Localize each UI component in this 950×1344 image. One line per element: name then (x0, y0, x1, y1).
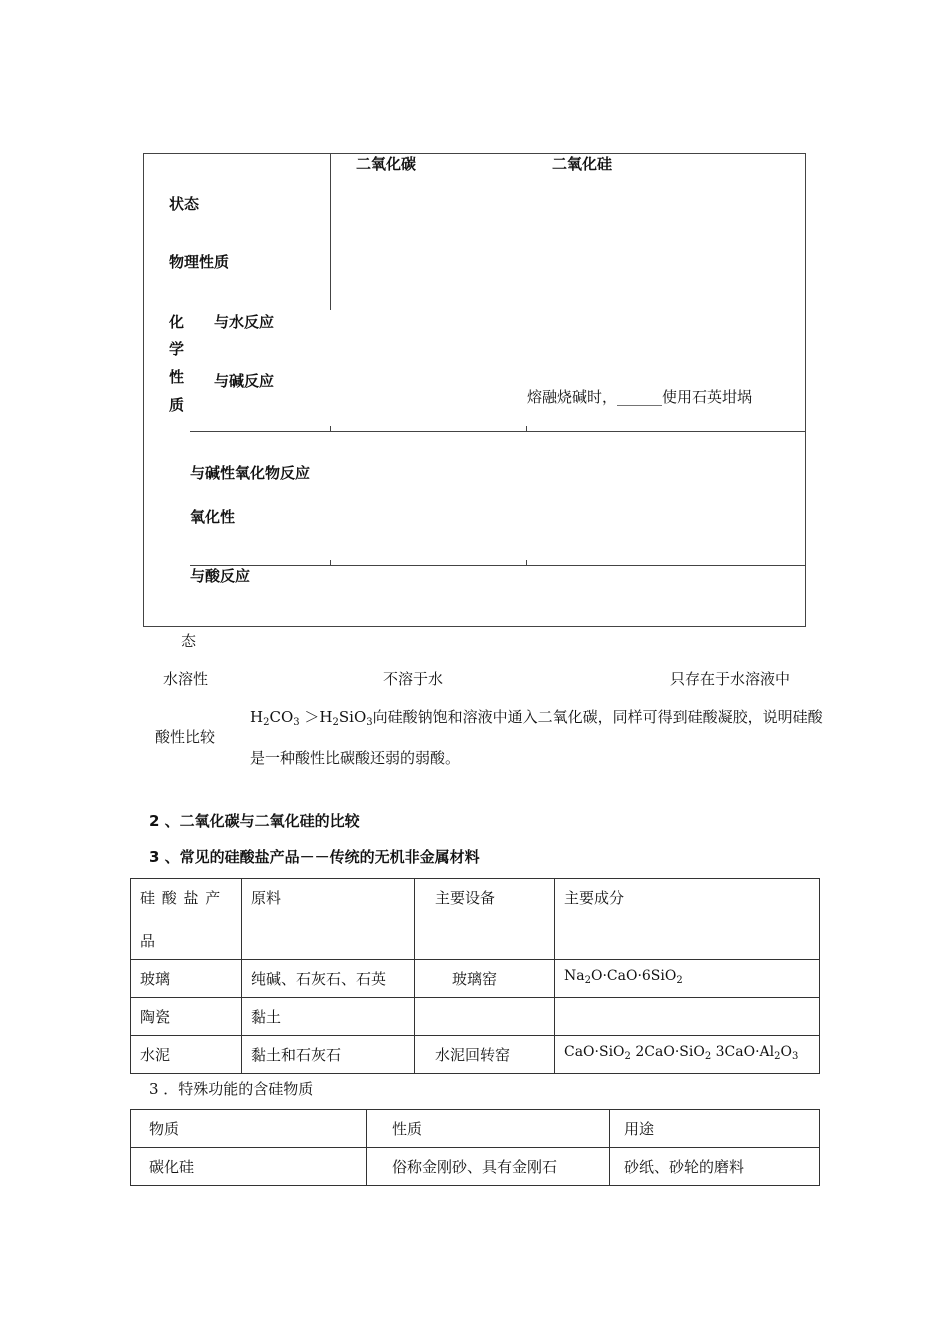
property-cell: 俗称金刚砂、具有金刚石 (367, 1148, 610, 1186)
header-divider (330, 153, 331, 310)
h2sio3-solubility: 不溶于水 (383, 670, 444, 688)
cell-divider (526, 426, 527, 432)
row-label-state: 状态 (169, 195, 200, 213)
cell-divider (330, 426, 331, 432)
row-label-acid: 与酸反应 (190, 567, 251, 585)
equipment-cell: 水泥回转窑 (415, 1036, 555, 1074)
composition-cell (555, 998, 820, 1036)
header-usage: 用途 (610, 1110, 820, 1148)
row-label-basic-oxide: 与碱性氧化物反应 (190, 464, 311, 482)
header-equipment: 主要设备 (415, 879, 555, 960)
water-solubility-label: 水溶性 (163, 670, 209, 688)
header-composition: 主要成分 (555, 879, 820, 960)
composition-cell: $Na_2O\cdot CaO\cdot 6SiO_2$ (555, 960, 820, 998)
acidity-compare-label: 酸性比较 (155, 728, 216, 746)
usage-cell: 砂纸、砂轮的磨料 (610, 1148, 820, 1186)
header-property: 性质 (367, 1110, 610, 1148)
table-row (131, 998, 820, 1036)
formula-h2sio3: $H_2SiO_3$ (319, 708, 373, 728)
chem-char: 化 (169, 313, 185, 331)
acidity-line-1: $H_2CO_3 >H_2SiO_3$向硅酸钠饱和溶液中通入二氧化碳，同样可得到硅酸凝胶，说明硅酸 (250, 708, 823, 728)
cell-divider (526, 560, 527, 566)
state-char: 态 (181, 632, 197, 650)
table-row (131, 1148, 820, 1186)
material-cell: 纯碱、石灰石、石英 (242, 960, 415, 998)
row-divider-1 (190, 431, 806, 432)
row-label-oxidizing: 氧化性 (190, 508, 236, 526)
base-note: 熔融烧碱时，______使用石英坩埚 (527, 388, 753, 406)
acidity-line-2: 是一种酸性比碳酸还弱的弱酸。 (250, 749, 461, 767)
material-cell: 黏土和石灰石 (242, 1036, 415, 1074)
col-header-sio2: 二氧化硅 (552, 155, 613, 173)
header-material: 原料 (242, 879, 415, 960)
header-substance: 物质 (131, 1110, 367, 1148)
heading-silicate: 3 、常见的硅酸盐产品－－传统的无机非金属材料 (149, 848, 480, 866)
table-row (131, 1036, 820, 1074)
chem-char: 性 (169, 368, 185, 386)
formula-h2co3: $H_2CO_3$ (250, 708, 300, 728)
material-cell: 黏土 (242, 998, 415, 1036)
col-header-co2: 二氧化碳 (356, 155, 417, 173)
product-cell: 陶瓷 (131, 998, 242, 1036)
header-product: 硅 酸 盐 产 品 (131, 879, 242, 960)
composition-cell: CaO·SiO$_2$ 2CaO·SiO$_2$ $3CaO\cdot Al_2O_3$ (555, 1036, 820, 1074)
product-cell: 水泥 (131, 1036, 242, 1074)
chem-char: 学 (169, 340, 185, 358)
equipment-cell (415, 998, 555, 1036)
row-label-water: 与水反应 (214, 313, 275, 331)
special-materials-table (130, 1109, 820, 1186)
heading-special: 3 ．特殊功能的含硅物质 (149, 1080, 314, 1098)
row-label-base: 与碱反应 (214, 372, 275, 390)
row-label-physical: 物理性质 (169, 253, 230, 271)
cell-divider (330, 560, 331, 566)
chem-char: 质 (169, 396, 185, 414)
equipment-cell: 玻璃窑 (415, 960, 555, 998)
base-note-blank: ______ (617, 388, 663, 406)
silicate-products-table (130, 878, 820, 1074)
h2co3-solubility: 只存在于水溶液中 (670, 670, 791, 688)
row-divider-2 (190, 565, 806, 566)
product-cell: 玻璃 (131, 960, 242, 998)
heading-comparison: 2 、二氧化碳与二氧化硅的比较 (149, 812, 360, 830)
table-row (131, 960, 820, 998)
substance-cell: 碳化硅 (131, 1148, 367, 1186)
